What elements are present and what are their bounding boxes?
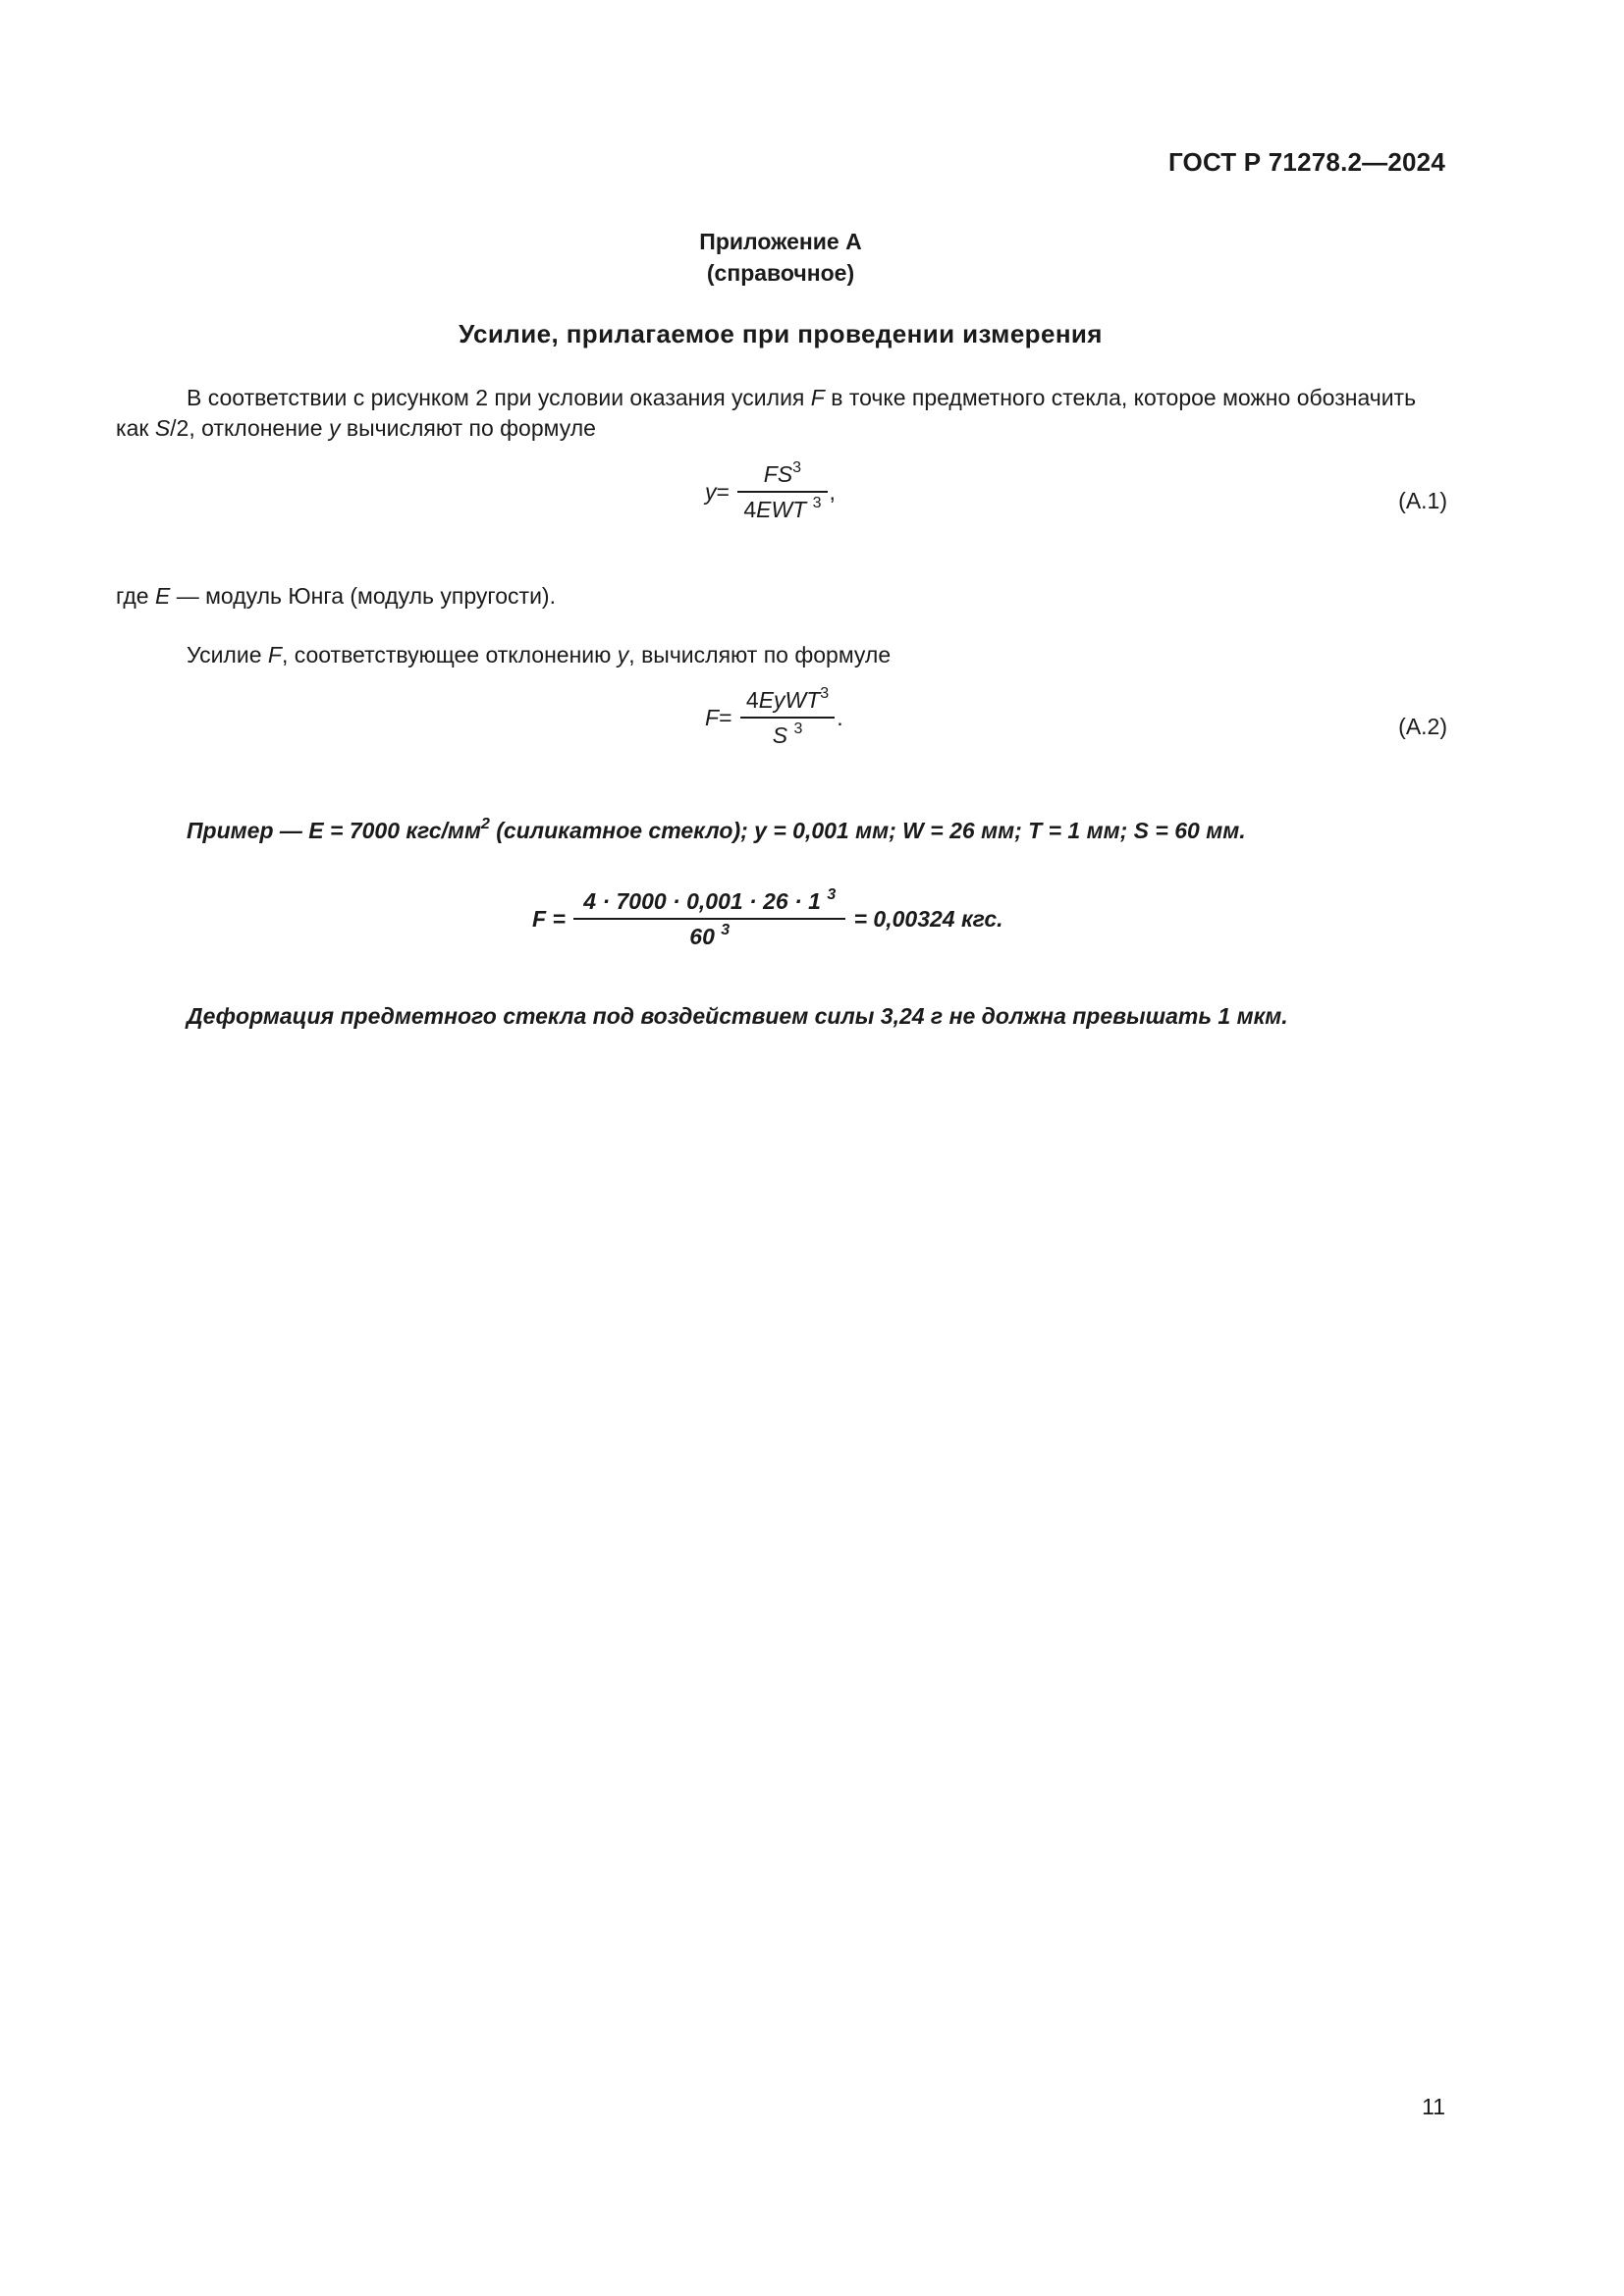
denominator: S $^3$ [772,721,803,748]
formula-a1: y = $\frac{FS^3}{4EWT ^3}$ , [705,459,836,522]
equation-number-a1: (А.1) [1398,488,1447,513]
formula-rhs: = 0,00324 кгс. [853,906,1003,932]
formula-lhs: y [705,479,717,505]
numerator: 4 · 7000 · 0,001 · 26 · 1 $^3$ [583,886,837,914]
appendix-heading [0,226,1561,289]
conclusion-text: Деформация предметного стекла под воздействием силы 3,24 г не должна превышать 1 мкм. [187,1003,1288,1029]
formula-example [532,888,1003,950]
paragraph-intro: В соответствии с рисунком 2 при условии оказания усилия F в точке предметного стекла, которое можно обозначить как S/2, отклонение y вычисляют по формуле [116,385,1417,441]
denominator: 4EWT $^3$ [743,495,822,522]
example-text: Пример — E = 7000 кгс/$мм^2$ (силикатное стекло); y = 0,001 мм; W = 26 мм; T = 1 мм; S = 60 мм. [187,816,1246,843]
numerator: $FS^3$ [763,459,802,487]
section-title: Усилие, прилагаемое при проведении измерения [459,319,1103,348]
fraction [740,687,835,749]
document-header: ГОСТ Р 71278.2—2024 [1167,147,1445,177]
appendix-type: (справочное) [706,260,855,286]
page-number: 11 [1422,2094,1445,2119]
formula-a2: F = $\frac{4EyWT^3}{S ^3}$ . [705,685,843,748]
appendix-title: Приложение А [699,229,862,254]
paragraph-force: Усилие F, соответствующее отклонению y, вычисляют по формуле [187,642,892,667]
fraction [573,888,845,950]
fraction [737,461,827,523]
formula-lhs: F = [532,906,566,932]
paragraph-where: где E — модуль Юнга (модуль упругости). [116,583,556,609]
numerator: 4EyWT$^3$ [745,685,830,713]
equation-number-a2: (А.2) [1398,714,1447,739]
denominator: 60 $^3$ [689,922,731,949]
formula-lhs: F [705,705,720,730]
